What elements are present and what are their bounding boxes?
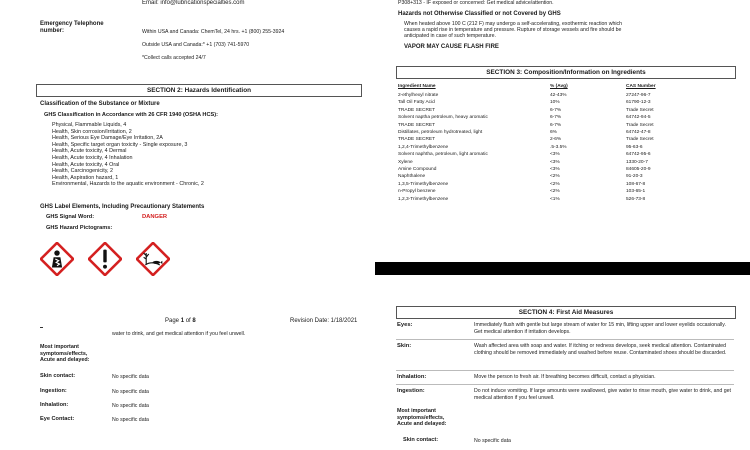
bl-value-ingestion: No specific data <box>112 389 149 395</box>
email-text: Email: info@lubricationspecialties.com <box>142 0 245 6</box>
black-bar <box>375 262 750 275</box>
ingredient-cas: 84605-20-9 <box>626 167 651 172</box>
ingredient-name: 1,3,5-Trimethylbenzene <box>398 181 449 187</box>
ingredient-name: Tall Oil Fatty Acid <box>398 100 435 106</box>
section2-header: SECTION 2: Hazards Identification <box>36 84 362 97</box>
hazard-list <box>52 122 204 188</box>
hazard-item: Health, Acute toxicity, 4 Dermal <box>52 148 127 155</box>
ingredient-pct: <2% <box>550 174 560 180</box>
page-of: of <box>185 318 191 324</box>
hnoc-line1: When heated above 100 C (212 F) may undergo a self-accelerating, exothermic reaction which <box>404 21 622 27</box>
ingredient-cas: 1330-20-7 <box>626 159 648 165</box>
hazard-item: Health, Acute toxicity, 4 Oral <box>52 161 120 168</box>
ingredient-name: Xylene <box>398 159 413 165</box>
symptoms-label <box>40 344 89 364</box>
ingredient-name: 1,2,4-Trimethylbenzene <box>398 144 449 150</box>
hazard-item: Environmental, Hazards to the aquatic environment - Chronic, 2 <box>52 181 204 188</box>
page-prefix: Page <box>165 318 180 324</box>
ingredient-name: TRADE SECRET <box>398 137 436 143</box>
hnoc-line2: causes a rapid rise in temperature and pressure. Rupture of storage vessels and fire should be <box>404 27 622 34</box>
section3-header: SECTION 3: Composition/Information on Ingredients <box>396 66 736 79</box>
p308-statement: P308+313 - IF exposed or concerned: Get medical advice/attention. <box>398 0 554 6</box>
fa-label-inhalation: Inhalation: <box>397 374 427 380</box>
ingredient-pct: 6% <box>550 130 557 135</box>
bl-value-inhalation: No specific data <box>112 403 149 409</box>
header-cas: CAS Number <box>626 84 656 89</box>
emergency-label-line1: Emergency Telephone <box>40 21 104 27</box>
tick-mark <box>40 327 43 328</box>
page-number <box>165 318 196 325</box>
ingredient-pct: 6-7% <box>550 122 562 128</box>
ingredient-row <box>398 181 728 188</box>
hazard-item: Health, Skin corrosion/Irritation, 2 <box>52 128 132 135</box>
continuation-text: water to drink, and get medical attention if you feel unwell. <box>112 331 246 337</box>
ingredient-cas: 27247-96-7 <box>626 93 651 98</box>
fa-symptoms-label <box>397 408 446 428</box>
fa-divider <box>396 339 734 340</box>
symptoms-line1: Most important <box>40 344 79 350</box>
hazard-item: Health, Specific target organ toxicity - Single exposure, 3 <box>52 141 188 148</box>
ingredient-row <box>398 196 728 203</box>
ingredient-row <box>398 188 728 195</box>
flash-fire-warning: VAPOR MAY CAUSE FLASH FIRE <box>404 44 499 50</box>
ingredient-cas: 103-65-1 <box>626 189 646 195</box>
ingredient-pct: <3% <box>550 159 560 165</box>
emergency-label-line2: number: <box>40 27 64 34</box>
label-elements-title: GHS Label Elements, Including Precautionary Statements <box>40 204 205 210</box>
bl-label-ingestion: Ingestion: <box>40 388 67 394</box>
environment-pictogram-icon <box>136 242 170 276</box>
ingredient-row <box>398 129 728 136</box>
ingredient-pct: <3% <box>550 167 560 172</box>
fa-symptoms-line2: symptoms/effects, <box>397 414 445 421</box>
classification-title: Classification of the Substance or Mixture <box>40 101 160 107</box>
fa-label-eyes: Eyes: <box>397 322 413 328</box>
ingredient-name: Distillates, petroleum hydrotreated, light <box>398 130 483 135</box>
hnoc-line3: anticipated in case of such temperature. <box>404 33 496 40</box>
signal-word-label: GHS Signal Word: <box>46 214 95 220</box>
ingredient-cas: 64742-47-8 <box>626 130 651 135</box>
ingredient-row <box>398 107 728 114</box>
ingredient-pct: 2-6% <box>550 137 562 143</box>
ingredient-name: 2-ethylhexyl nitrate <box>398 93 439 98</box>
fa-value-eyes: Immediately flush with gentle but large stream of water for 15 min, lifting upper and lower eyelids occasionally. Get medical attention if irritation develops. <box>474 322 726 335</box>
ingredient-name: Solvent naphtha, petroleum, light aromatic <box>398 152 488 158</box>
ingredient-name: Solvent naptha petroleum, heavy aromatic <box>398 115 488 121</box>
fa-divider <box>396 384 734 385</box>
ingredient-cas: 526-73-8 <box>626 196 646 202</box>
page-total: 8 <box>192 318 196 324</box>
signal-word-danger: DANGER <box>142 214 168 220</box>
fa-value-skin: Wash affected area with soap and water. If itching or redness develops, seek medical attention. Contaminated clothing should be removed immediately and washed before reuse. Contaminated shoes should be discarded. <box>474 343 727 356</box>
ingredient-cas: 64742-94-5 <box>626 115 651 121</box>
fa-skin-contact-value: No specific data <box>474 438 511 444</box>
bl-value-skin: No specific data <box>112 374 149 380</box>
ingredient-pct: <3% <box>550 152 560 158</box>
ingredient-cas: Trade Secret <box>626 122 654 128</box>
revision-date: Revision Date: 1/18/2021 <box>290 318 358 324</box>
ingredient-cas: 108-67-8 <box>626 181 646 187</box>
bl-label-inhalation: Inhalation: <box>40 402 69 408</box>
ingredients-header-row <box>398 83 728 90</box>
header-pct: % (Avg) <box>550 84 568 89</box>
ingredient-cas: 64742-95-6 <box>626 152 651 158</box>
ingredient-name: TRADE SECRET <box>398 107 436 113</box>
exclamation-pictogram-icon <box>88 242 122 276</box>
hazard-item: Physical, Flammable Liquids, 4 <box>52 122 127 128</box>
symptoms-line3: Acute and delayed: <box>40 357 90 364</box>
hazard-item: Health, Carcinogenicity, 2 <box>52 168 114 175</box>
ingredient-pct: 10% <box>550 100 560 106</box>
fa-value-inhalation: Move the person to fresh air. If breathing becomes difficult, contact a physician. <box>474 374 656 380</box>
fa-label-ingestion: Ingestion: <box>397 388 425 394</box>
ingredient-pct: 6-7% <box>550 115 562 121</box>
fa-symptoms-line3: Acute and delayed: <box>397 421 447 428</box>
ingredient-name: Naphthalene <box>398 174 426 180</box>
pictograms-label: GHS Hazard Pictograms: <box>46 225 113 231</box>
ingredient-cas: Trade Secret <box>626 107 654 113</box>
ingredient-row <box>398 144 728 151</box>
health-hazard-pictogram-icon <box>40 242 74 276</box>
ingredient-row <box>398 92 728 99</box>
fa-skin-contact-label: Skin contact: <box>403 437 439 443</box>
header-ingredient-name: Ingredient Name <box>398 84 436 89</box>
ingredient-row <box>398 122 728 129</box>
ingredient-pct: <2% <box>550 189 560 195</box>
fa-divider <box>396 370 734 371</box>
ingredient-cas: 61790-12-3 <box>626 100 651 106</box>
ingredient-pct: .5-3.5% <box>550 144 567 150</box>
ingredient-row <box>398 99 728 106</box>
collect-note: *Collect calls accepted 24/7 <box>142 55 206 61</box>
hnoc-text <box>404 21 734 40</box>
hazard-item: Health, Aspiration hazard, 1 <box>52 174 119 181</box>
ingredient-pct: 42-43% <box>550 93 567 98</box>
ingredient-pct: <2% <box>550 181 560 187</box>
phone-outside: Outside USA and Canada:* +1 (703) 741-5970 <box>142 42 250 48</box>
ingredient-row <box>398 159 728 166</box>
symptoms-line2: symptoms/effects, <box>40 350 88 357</box>
phone-usa: Within USA and Canada: ChemTel, 24 hrs. +1 (800) 255-3924 <box>142 29 285 35</box>
ghs-classification-title: GHS Classification in Accordance with 26 CFR 1940 (OSHA HCS): <box>44 112 218 118</box>
hazard-item: Health, Serious Eye Damage/Eye Irritation, 2A <box>52 135 163 142</box>
hnoc-title: Hazards not Otherwise Classified or not Covered by GHS <box>398 11 561 17</box>
page-current: 1 <box>180 318 185 324</box>
bl-label-eye: Eye Contact: <box>40 416 75 422</box>
fa-label-skin: Skin: <box>397 343 412 349</box>
ingredient-row <box>398 173 728 180</box>
ingredient-row <box>398 151 728 158</box>
ingredient-name: TRADE SECRET <box>398 122 436 128</box>
ingredient-cas: 95-63-6 <box>626 144 643 150</box>
emergency-label <box>40 21 104 35</box>
ingredient-name: Amine Compound <box>398 167 437 172</box>
hazard-item: Health, Acute toxicity, 4 Inhalation <box>52 154 133 161</box>
ingredient-pct: 6-7% <box>550 107 562 113</box>
ingredient-cas: Trade Secret <box>626 137 654 143</box>
ingredient-cas: 91-20-3 <box>626 174 643 180</box>
ingredient-row <box>398 166 728 173</box>
fa-value-ingestion: Do not induce vomiting. If large amounts were swallowed, give water to rinse mouth, give water to drink, and get medical attention if you feel unwell. <box>474 388 731 401</box>
ingredient-pct: <1% <box>550 196 560 202</box>
ingredient-name: n-Propyl benzene <box>398 189 436 195</box>
ingredient-row <box>398 136 728 143</box>
section4-header: SECTION 4: First Aid Measures <box>396 306 736 319</box>
ingredient-row <box>398 114 728 121</box>
ingredient-name: 1,2,3-Trimethylbenzene <box>398 196 449 202</box>
bl-value-eye: No specific data <box>112 417 149 423</box>
bl-label-skin: Skin contact: <box>40 373 76 379</box>
fa-symptoms-line1: Most important <box>397 408 436 414</box>
